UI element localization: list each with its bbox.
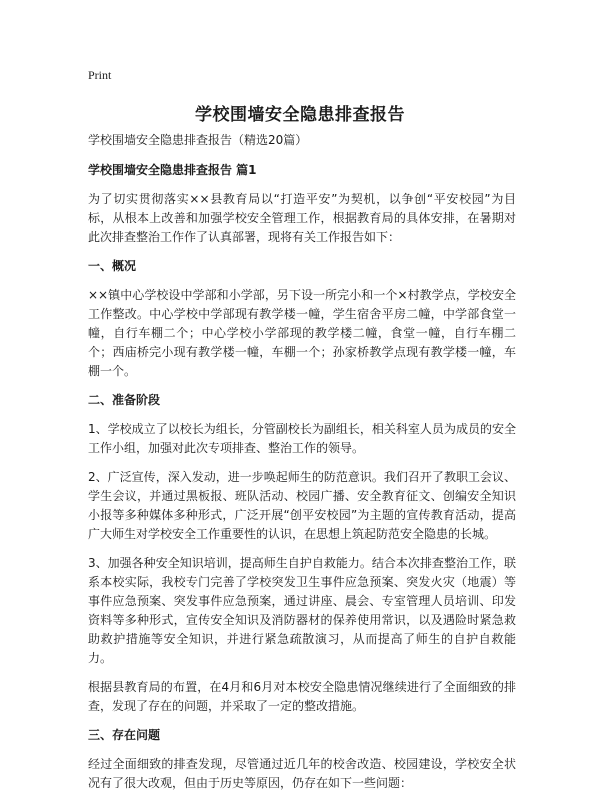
- problems-paragraph: 经过全面细致的排查发现，尽管通过近几年的校舍改造、校园建设，学校安全状况有了很大改观，但由于历史等原因，仍存在如下一些问题：: [88, 757, 516, 790]
- page-title: 学校围墙安全隐患排查报告: [195, 105, 405, 125]
- prep-paragraph-2: 2、广泛宣传，深入发动，进一步唤起师生的防范意识。我们召开了教职工会议、学生会议，并通过黑板报、班队活动、校园广播、安全教育征文、创编安全知识小报等多种媒体多种形式，广泛开展“创平安校园”为主题的宣传教育活动，提高广大师生对学校安全工作重要性的认识，在思想上筑起防范安全隐患的长城。: [88, 470, 516, 541]
- print-label[interactable]: Print: [88, 68, 112, 82]
- prep-paragraph-1: 1、学校成立了以校长为组长，分管副校长为副组长，相关科室人员为成员的安全工作小组，加强对此次专项排查、整治工作的领导。: [88, 422, 516, 455]
- document-subtitle: 学校围墙安全隐患排查报告（精选20篇）: [88, 133, 308, 147]
- prep-paragraph-3: 3、加强各种安全知识培训，提高师生自护自救能力。结合本次排查整治工作，联系本校实际，我校专门完善了学校突发卫生事件应急预案、突发火灾（地震）等事件应急预案、突发事件应急预案，通过讲座、晨会、专室管理人员培训、印发资料等多种形式，宣传安全知识及消防器材的保养使用常识，以及遇险时紧急救助救护措施等安全知识，并进行紧急疏散演习，从而提高了师生的自护自救能力。: [88, 556, 516, 665]
- summary-paragraph: 根据县教育局的布置，在4月和6月对本校安全隐患情况继续进行了全面细致的排查，发现了存在的问题，并采取了一定的整改措施。: [88, 680, 516, 713]
- heading-overview: 一、概况: [88, 259, 137, 273]
- heading-problems: 三、存在问题: [88, 728, 161, 742]
- section-title: 学校围墙安全隐患排查报告 篇1: [88, 163, 257, 177]
- heading-preparation: 二、准备阶段: [88, 393, 161, 407]
- overview-paragraph: ××镇中心学校设中学部和小学部，另下设一所完小和一个×村教学点，学校安全工作整改。中心学校中学部现有教学楼一幢，学生宿舍平房二幢，中学部食堂一幢，自行车棚二个；中心学校小学部现的教学楼二幢，食堂一幢，自行车棚二个；西庙桥完小现有教学楼一幢，车棚一个；孙家桥教学点现有教学楼一幢，车棚一个。: [88, 288, 516, 378]
- intro-paragraph: 为了切实贯彻落实××县教育局以“打造平安”为契机，以争创“平安校园”为目标，从根本上改善和加强学校安全管理工作，根据教育局的具体安排，在暑期对此次排查整治工作作了认真部署，现将有关工作报告如下：: [88, 192, 516, 244]
- document-body: [88, 131, 516, 803]
